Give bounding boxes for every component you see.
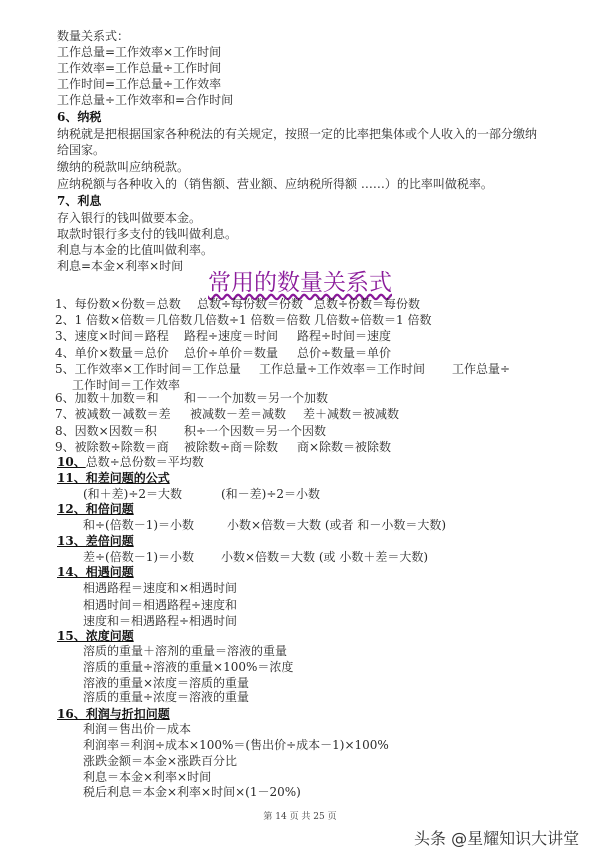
- formula: 被除数÷商＝除数: [184, 440, 279, 454]
- formula: 和÷(倍数－1)＝小数: [83, 518, 195, 532]
- formula: 9、被除数÷除数＝商: [55, 440, 169, 454]
- formula: 溶质的重量÷溶液的重量×100%＝浓度: [83, 660, 294, 674]
- text-line: 取款时银行多支付的钱叫做利息。: [57, 227, 238, 241]
- formula: 工作总量÷: [452, 362, 511, 376]
- section-heading: 7、利息: [57, 194, 102, 208]
- formula-line: 工作效率=工作总量÷工作时间: [57, 61, 222, 75]
- formula: 5、工作效率×工作时间＝工作总量: [55, 362, 241, 376]
- formula: 小数×倍数＝大数 (或 小数＋差＝大数): [221, 550, 429, 564]
- watermark: 头条 @星耀知识大讲堂: [414, 829, 580, 848]
- formula: 总数÷份数＝每份数: [314, 297, 421, 311]
- formula: 利润＝售出价－成本: [83, 722, 192, 736]
- section-heading: 6、纳税: [57, 110, 102, 124]
- formula: 2、1 倍数×倍数＝几倍数: [55, 313, 193, 327]
- formula: 差÷(倍数－1)＝小数: [83, 550, 195, 564]
- formula: 被减数－差＝减数: [190, 407, 287, 421]
- formula: 相遇时间＝相遇路程÷速度和: [83, 598, 238, 612]
- section-heading: 11、和差问题的公式: [57, 471, 170, 485]
- formula-line: 工作时间=工作总量÷工作效率: [57, 77, 222, 91]
- formula: 商×除数＝被除数: [297, 440, 392, 454]
- text-line: 存入银行的钱叫做要本金。: [57, 211, 202, 225]
- formula: 税后利息＝本金×利率×时间×(1－20%): [83, 785, 301, 799]
- formula: [57, 455, 204, 469]
- formula: 4、单价×数量＝总价: [55, 346, 169, 360]
- formula: 涨跌金额＝本金×涨跌百分比: [83, 754, 238, 768]
- formula: 7、被减数－减数＝差: [55, 407, 171, 421]
- section-heading: 16、利润与折扣问题: [57, 707, 170, 721]
- formula: 速度和＝相遇路程÷相遇时间: [83, 614, 238, 628]
- text-line: 利息与本金的比值叫做利率。: [57, 243, 214, 257]
- formula: (和－差)÷2＝小数: [221, 487, 321, 501]
- formula: 差＋减数＝被减数: [303, 407, 400, 421]
- page-number: 第 14 页 共 25 页: [263, 812, 337, 822]
- section-heading: 12、和倍问题: [57, 502, 134, 516]
- section-heading: 13、差倍问题: [57, 534, 134, 548]
- section-heading: 14、相遇问题: [57, 565, 134, 579]
- formula: 溶液的重量×浓度＝溶质的重量: [83, 676, 250, 690]
- formula: 总数÷每份数＝份数: [197, 297, 304, 311]
- formula: 8、因数×因数＝积: [55, 424, 157, 438]
- formula: 几倍数÷倍数＝1 倍数: [314, 313, 432, 327]
- formula: (和＋差)÷2＝大数: [83, 487, 183, 501]
- formula: 小数×倍数＝大数 (或者 和－小数＝大数): [227, 518, 447, 532]
- formula: 溶质的重量＋溶剂的重量＝溶液的重量: [83, 644, 288, 658]
- formula: 3、速度×时间＝路程: [55, 329, 169, 343]
- formula: 积÷一个因数＝另一个因数: [184, 424, 327, 438]
- formula: 1、每份数×份数＝总数: [55, 297, 181, 311]
- text-line: 给国家。: [57, 143, 106, 157]
- formula: 总价÷数量＝单价: [297, 346, 392, 360]
- formula: 利润率＝利润÷成本×100%＝(售出价÷成本－1)×100%: [83, 738, 389, 752]
- text-line: 纳税就是把根据国家各种税法的有关规定，按照一定的比率把集体或个人收入的一部分缴纳: [57, 127, 538, 141]
- formula: 6、加数＋加数＝和: [55, 391, 159, 405]
- section-heading: 15、浓度问题: [57, 629, 134, 643]
- formula: 路程÷时间＝速度: [297, 329, 392, 343]
- formula-text: 总数÷总份数＝平均数: [85, 455, 204, 469]
- formula: 工作总量÷工作效率＝工作时间: [259, 362, 426, 376]
- text-line: 利息=本金×利率×时间: [57, 259, 184, 273]
- item-number: 10、: [57, 455, 86, 469]
- formula: 几倍数÷1 倍数＝倍数: [193, 313, 311, 327]
- text-line: 缴纳的税款叫应纳税款。: [57, 160, 190, 174]
- page-title: 常用的数量关系式: [208, 270, 392, 296]
- formula: 利息＝本金×利率×时间: [83, 770, 212, 784]
- formula: 相遇路程＝速度和×相遇时间: [83, 581, 238, 595]
- formula: 和－一个加数＝另一个加数: [184, 391, 329, 405]
- work-label: 数量关系式：: [57, 29, 130, 43]
- formula: 溶质的重量÷浓度＝溶液的重量: [83, 690, 250, 704]
- formula-line: 工作总量÷工作效率和=合作时间: [57, 93, 234, 107]
- formula-line: 工作总量=工作效率×工作时间: [57, 45, 222, 59]
- formula: 工作时间＝工作效率: [72, 378, 181, 392]
- formula: 总价÷单价＝数量: [184, 346, 279, 360]
- formula: 路程÷速度＝时间: [184, 329, 279, 343]
- text-line: 应纳税额与各种收入的（销售额、营业额、应纳税所得额 ……）的比率叫做税率。: [57, 177, 493, 191]
